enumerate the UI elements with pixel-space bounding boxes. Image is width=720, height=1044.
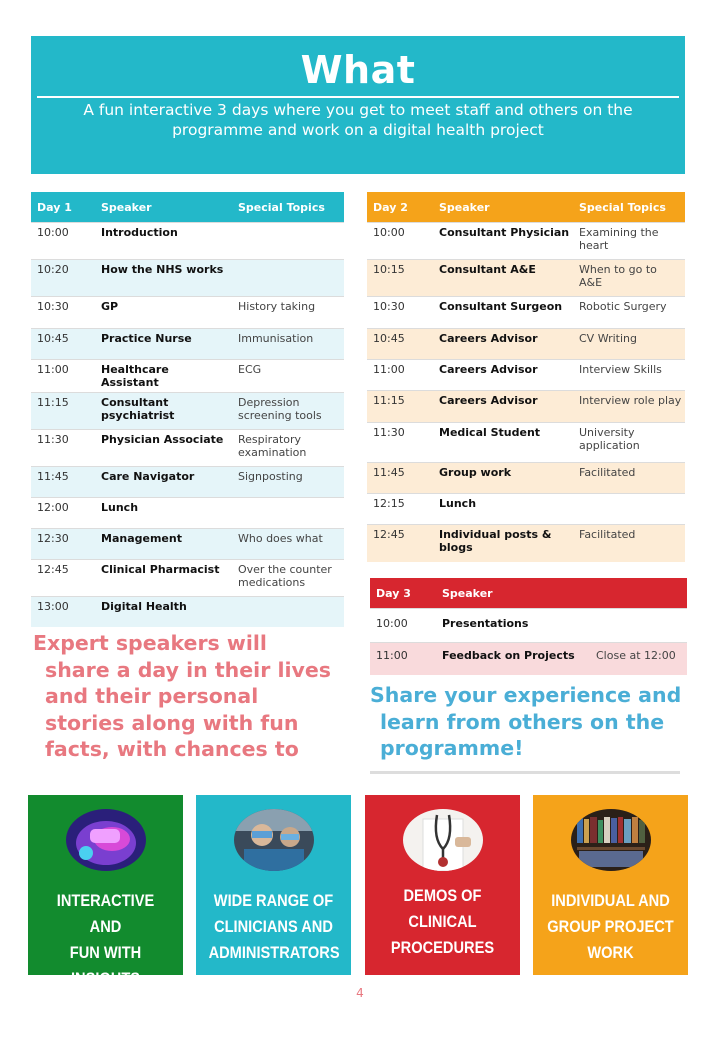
- speaker-cell: Lunch: [95, 498, 232, 529]
- tile-caption: [41, 888, 171, 1044]
- table-row: [367, 223, 685, 260]
- time-cell: 12:45: [367, 525, 433, 562]
- share-experience-callout: [370, 682, 690, 762]
- speaker-cell: Careers Advisor: [433, 329, 573, 360]
- table-row: [31, 560, 344, 597]
- topic-cell: Facilitated: [573, 463, 685, 494]
- speaker-cell: Physician Associate: [95, 430, 232, 467]
- table-row: [31, 260, 344, 297]
- table-row: [31, 597, 344, 627]
- tile-caption: [546, 888, 676, 966]
- subtitle-line: programme and work on a digital health project: [172, 121, 544, 139]
- caption-line: WIDE RANGE OF: [213, 891, 334, 910]
- time-cell: 11:30: [31, 430, 95, 467]
- feature-tile-project-work: [533, 795, 688, 975]
- topic-cell: [232, 260, 344, 297]
- table-row: [367, 260, 685, 297]
- caption-line: ADMINISTRATORS: [208, 943, 340, 962]
- time-cell: 10:00: [367, 223, 433, 260]
- time-cell: 11:00: [31, 360, 95, 393]
- table-row: [31, 393, 344, 430]
- caption-line: WORK: [587, 943, 634, 962]
- table-row: [367, 391, 685, 423]
- caption-line: PROCEDURES: [390, 938, 495, 957]
- table-row: [370, 609, 687, 643]
- vr-headset-icon: [66, 809, 146, 871]
- time-cell: 11:00: [370, 643, 436, 675]
- table-row: [367, 463, 685, 494]
- callout-line: learn from others on the: [380, 709, 665, 734]
- topic-cell: Close at 12:00: [590, 643, 687, 675]
- column-header: Special Topics: [573, 192, 685, 223]
- day2-schedule-table: [367, 192, 685, 562]
- table-header-row: [31, 192, 344, 223]
- table-row: [31, 297, 344, 329]
- caption-line: INTERACTIVE AND: [56, 891, 155, 936]
- time-cell: 10:15: [367, 260, 433, 297]
- column-header: [590, 578, 687, 609]
- speaker-cell: GP: [95, 297, 232, 329]
- topic-cell: Depression screening tools: [232, 393, 344, 430]
- column-header: Day 1: [31, 192, 95, 223]
- table-row: [31, 223, 344, 260]
- tile-caption: [378, 883, 508, 961]
- page-number: 4: [356, 986, 364, 1000]
- speaker-cell: Consultant Physician: [433, 223, 573, 260]
- speaker-cell: Introduction: [95, 223, 232, 260]
- topic-cell: Robotic Surgery: [573, 297, 685, 329]
- speaker-cell: Lunch: [433, 494, 573, 525]
- column-header: Speaker: [95, 192, 232, 223]
- caption-line: ON DIGITAL HEALTH: [63, 995, 148, 1040]
- speaker-cell: Practice Nurse: [95, 329, 232, 360]
- topic-cell: Interview Skills: [573, 360, 685, 391]
- time-cell: 11:30: [367, 423, 433, 463]
- table-header-row: [367, 192, 685, 223]
- time-cell: 12:30: [31, 529, 95, 560]
- feature-tile-clinical-procedures: [365, 795, 520, 975]
- topic-cell: Signposting: [232, 467, 344, 498]
- time-cell: 12:00: [31, 498, 95, 529]
- time-cell: 13:00: [31, 597, 95, 627]
- speaker-cell: Consultant Surgeon: [433, 297, 573, 329]
- callout-line: share a day in their lives: [45, 657, 331, 682]
- callout-line: Expert speakers will: [33, 631, 267, 655]
- topic-cell: [232, 498, 344, 529]
- time-cell: 11:45: [31, 467, 95, 498]
- stethoscope-icon: [403, 809, 483, 871]
- surgeons-icon: [234, 809, 314, 871]
- table-row: [367, 297, 685, 329]
- topic-cell: [232, 597, 344, 627]
- time-cell: 12:15: [367, 494, 433, 525]
- day1-schedule-table: [31, 192, 344, 627]
- topic-cell: Interview role play: [573, 391, 685, 423]
- time-cell: 10:45: [367, 329, 433, 360]
- topic-cell: University application: [573, 423, 685, 463]
- time-cell: 10:00: [31, 223, 95, 260]
- time-cell: 11:15: [367, 391, 433, 423]
- speaker-cell: Group work: [433, 463, 573, 494]
- caption-line: DEMOS OF CLINICAL: [403, 886, 482, 931]
- speaker-cell: Medical Student: [433, 423, 573, 463]
- speaker-cell: Healthcare Assistant: [95, 360, 232, 393]
- books-icon: [571, 809, 651, 871]
- time-cell: 10:30: [31, 297, 95, 329]
- table-row: [31, 467, 344, 498]
- table-row: [31, 430, 344, 467]
- topic-cell: Who does what: [232, 529, 344, 560]
- time-cell: 10:30: [367, 297, 433, 329]
- topic-cell: ECG: [232, 360, 344, 393]
- time-cell: 11:00: [367, 360, 433, 391]
- caption-line: INDIVIDUAL AND: [551, 891, 670, 910]
- topic-cell: Respiratory examination: [232, 430, 344, 467]
- header-banner: [31, 36, 685, 174]
- subtitle-line: A fun interactive 3 days where you get to meet staff and others on the: [83, 101, 633, 119]
- topic-cell: CV Writing: [573, 329, 685, 360]
- speaker-cell: Care Navigator: [95, 467, 232, 498]
- table-row: [31, 529, 344, 560]
- page-subtitle: [61, 100, 655, 140]
- time-cell: 10:20: [31, 260, 95, 297]
- topic-cell: [573, 494, 685, 525]
- speaker-cell: Individual posts & blogs: [433, 525, 573, 562]
- time-cell: 12:45: [31, 560, 95, 597]
- speaker-cell: Digital Health: [95, 597, 232, 627]
- day3-schedule-table: [370, 578, 687, 675]
- table-row: [370, 643, 687, 675]
- column-header: Speaker: [436, 578, 590, 609]
- banner-divider: [37, 96, 679, 98]
- page-title: What: [300, 48, 416, 92]
- table-row: [367, 525, 685, 562]
- speaker-cell: Feedback on Projects: [436, 643, 590, 675]
- topic-cell: Over the counter medications: [232, 560, 344, 597]
- expert-speakers-callout: [33, 630, 353, 763]
- callout-line: stories along with fun: [45, 710, 299, 735]
- topic-cell: History taking: [232, 297, 344, 329]
- topic-cell: Immunisation: [232, 329, 344, 360]
- caption-line: GROUP PROJECT: [547, 917, 674, 936]
- callout-line: programme!: [380, 736, 524, 760]
- callout-line: facts, with chances to: [45, 737, 299, 761]
- speaker-cell: How the NHS works: [95, 260, 232, 297]
- feature-tile-digital-health: [28, 795, 183, 1040]
- speaker-cell: Consultant psychiatrist: [95, 393, 232, 430]
- speaker-cell: Careers Advisor: [433, 360, 573, 391]
- topic-cell: Examining the heart: [573, 223, 685, 260]
- table-row: [31, 360, 344, 393]
- topic-cell: [590, 609, 687, 643]
- tile-caption: [209, 888, 339, 966]
- column-header: Day 2: [367, 192, 433, 223]
- callout-line: and their personal: [45, 684, 259, 708]
- callout-line: Share your experience and: [370, 683, 682, 707]
- divider: [370, 771, 680, 774]
- speaker-cell: Careers Advisor: [433, 391, 573, 423]
- column-header: Day 3: [370, 578, 436, 609]
- table-row: [31, 329, 344, 360]
- speaker-cell: Clinical Pharmacist: [95, 560, 232, 597]
- table-row: [31, 498, 344, 529]
- table-row: [367, 360, 685, 391]
- speaker-cell: Consultant A&E: [433, 260, 573, 297]
- table-row: [367, 329, 685, 360]
- feature-tile-clinicians: [196, 795, 351, 975]
- topic-cell: Facilitated: [573, 525, 685, 562]
- speaker-cell: Management: [95, 529, 232, 560]
- topic-cell: When to go to A&E: [573, 260, 685, 297]
- caption-line: FUN WITH INSIGHTS: [69, 943, 142, 988]
- table-row: [367, 494, 685, 525]
- column-header: Special Topics: [232, 192, 344, 223]
- time-cell: 11:15: [31, 393, 95, 430]
- column-header: Speaker: [433, 192, 573, 223]
- time-cell: 10:45: [31, 329, 95, 360]
- time-cell: 10:00: [370, 609, 436, 643]
- table-row: [367, 423, 685, 463]
- speaker-cell: Presentations: [436, 609, 590, 643]
- caption-line: CLINICIANS AND: [214, 917, 333, 936]
- table-header-row: [370, 578, 687, 609]
- time-cell: 11:45: [367, 463, 433, 494]
- topic-cell: [232, 223, 344, 260]
